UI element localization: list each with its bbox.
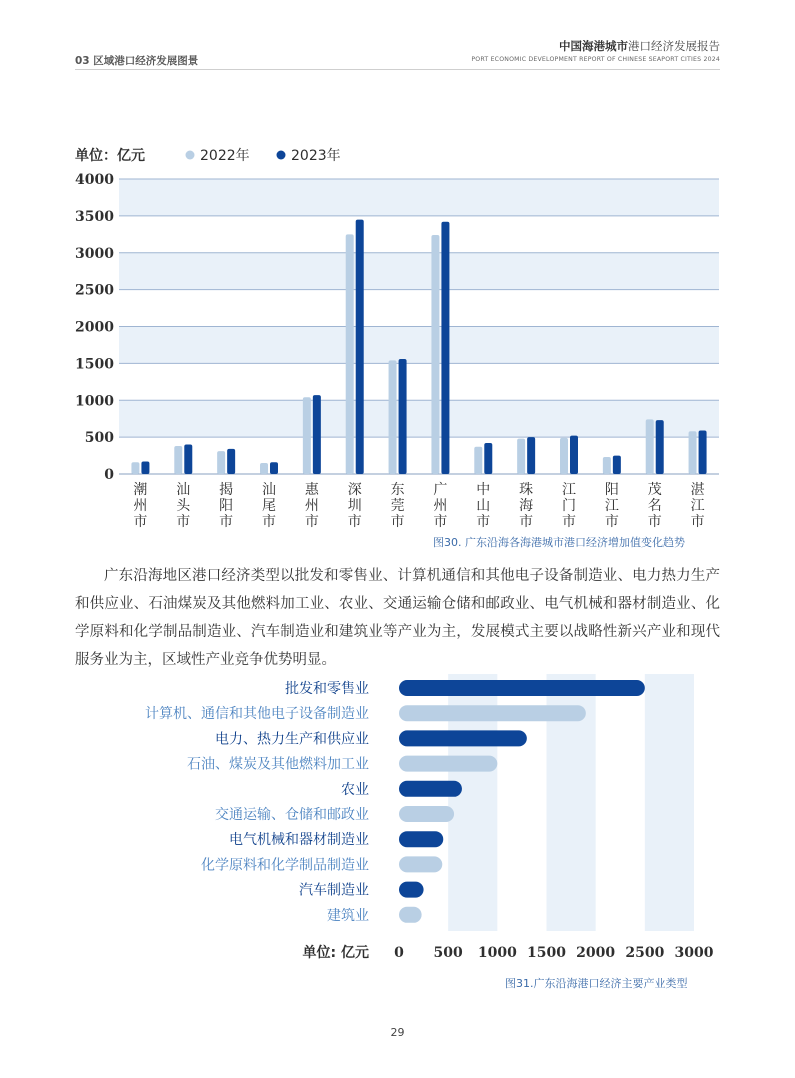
bar [399, 907, 422, 923]
report-title-rest: 港口经济发展报告 [628, 39, 720, 53]
legend-label: 2023年 [291, 148, 341, 164]
y-tick-label: 石油、煤炭及其他燃料加工业 [187, 756, 369, 773]
x-tick-label-char: 阳 [219, 498, 234, 514]
x-tick-label-char: 中 [476, 482, 491, 498]
x-tick-label: 500 [433, 945, 463, 961]
y-tick-label: 500 [84, 430, 114, 447]
x-tick-label-char: 头 [176, 498, 191, 514]
x-tick-label-char: 江 [562, 482, 576, 498]
x-tick-label-char: 深 [347, 482, 362, 498]
x-tick-label-char: 江 [690, 498, 705, 514]
x-tick-label-char: 市 [304, 514, 319, 530]
x-tick-label-char: 汕 [176, 482, 191, 498]
report-title-bold: 中国海港城市 [559, 39, 628, 53]
bar [399, 680, 645, 696]
x-tick-label-char: 惠 [304, 482, 319, 498]
bar [399, 781, 462, 797]
x-tick-label-char: 市 [133, 514, 148, 530]
x-tick-label-char: 茂 [647, 482, 662, 498]
bar [399, 831, 443, 847]
x-tick-label: 2500 [625, 945, 665, 961]
y-tick-label: 交通运输、仓储和邮政业 [215, 807, 369, 823]
bar [399, 756, 497, 772]
x-tick-label: 1000 [477, 945, 517, 961]
x-tick-label-char: 潮 [133, 482, 148, 498]
x-tick-label-char: 尾 [262, 498, 276, 514]
x-tick-label-char: 市 [604, 514, 619, 530]
y-tick-label: 1000 [75, 393, 114, 410]
bar [399, 856, 442, 872]
y-tick-label: 4000 [75, 172, 114, 188]
y-tick-label: 3500 [75, 208, 114, 225]
x-tick-label-char: 门 [562, 498, 576, 514]
x-tick-label-char: 市 [476, 514, 491, 530]
x-tick-label-char: 市 [690, 514, 705, 530]
unit-label: 单位: 亿元 [302, 945, 369, 961]
x-tick-label-char: 湛 [690, 482, 705, 498]
y-tick-label: 2000 [75, 319, 114, 336]
y-tick-label: 电气机械和器材制造业 [229, 832, 369, 849]
legend-label: 2022年 [200, 148, 250, 164]
x-tick-label-char: 阳 [604, 482, 619, 498]
x-tick-label-char: 莞 [390, 498, 405, 514]
bar [399, 882, 424, 898]
x-tick-label: 3000 [674, 945, 714, 961]
x-tick-label-char: 市 [390, 514, 405, 530]
x-tick-label-char: 海 [519, 498, 534, 514]
x-tick-label-char: 名 [647, 498, 662, 514]
chart1-caption: 图30. 广东沿海各海港城市港口经济增加值变化趋势 [433, 536, 685, 549]
x-tick-label: 0 [394, 945, 404, 961]
bar [399, 705, 586, 721]
body-paragraph: 广东沿海地区港口经济类型以批发和零售业、计算机通信和其他电子设备制造业、电力热力生产和供应业、石油煤炭及其他燃料加工业、农业、交通运输仓储和邮政业、电气机械和器材制造业、化学原料和化学制品制造业、汽车制造业和建筑业等产业为主，发展模式主要以战略性新兴产业和现代服务业为主，区域性产业竞争优势明显。 [75, 568, 720, 668]
x-tick-label-char: 市 [347, 514, 362, 530]
x-tick-label-char: 州 [304, 498, 319, 514]
x-tick-label-char: 揭 [219, 482, 234, 498]
report-subtitle: PORT ECONOMIC DEVELOPMENT REPORT OF CHINESE SEAPORT CITIES 2024 [471, 56, 720, 63]
y-tick-label: 2500 [75, 282, 114, 299]
y-tick-label: 0 [104, 467, 114, 483]
x-tick-label-char: 广 [433, 482, 448, 498]
x-tick-label-char: 市 [562, 514, 576, 530]
x-tick-label-char: 市 [262, 514, 276, 530]
page-number: 29 [390, 1026, 405, 1039]
y-tick-label: 电力、热力生产和供应业 [215, 731, 369, 748]
x-tick-label-char: 珠 [519, 482, 534, 498]
x-tick-label: 1500 [527, 945, 566, 961]
chart2-caption: 图31.广东沿海港口经济主要产业类型 [505, 977, 688, 990]
y-tick-label: 建筑业 [327, 907, 369, 924]
x-tick-label-char: 山 [476, 498, 491, 514]
bar [399, 806, 454, 822]
y-tick-label: 农业 [341, 781, 369, 798]
x-tick-label-char: 圳 [347, 498, 362, 514]
x-tick-label-char: 汕 [262, 482, 276, 498]
y-tick-label: 汽车制造业 [299, 882, 369, 899]
y-tick-label: 3000 [75, 245, 114, 262]
y-tick-label: 化学原料和化学制品制造业 [201, 857, 369, 874]
x-tick-label-char: 市 [433, 514, 448, 530]
unit-label: 单位：亿元 [75, 148, 145, 164]
section-title: 03 区域港口经济发展图景 [75, 55, 199, 67]
x-tick-label-char: 州 [433, 498, 448, 514]
x-tick-label-char: 市 [647, 514, 662, 530]
x-tick-label: 2000 [576, 945, 616, 961]
x-tick-label-char: 江 [604, 498, 619, 514]
x-tick-label-char: 市 [519, 514, 534, 530]
x-tick-label-char: 东 [390, 482, 405, 498]
grid-band [645, 674, 694, 931]
y-tick-label: 计算机、通信和其他电子设备制造业 [145, 706, 369, 723]
x-tick-label-char: 州 [133, 498, 148, 514]
bar [399, 730, 527, 746]
y-tick-label: 批发和零售业 [285, 681, 369, 697]
y-tick-label: 1500 [75, 356, 114, 373]
x-tick-label-char: 市 [176, 514, 191, 530]
x-tick-label-char: 市 [219, 514, 234, 530]
